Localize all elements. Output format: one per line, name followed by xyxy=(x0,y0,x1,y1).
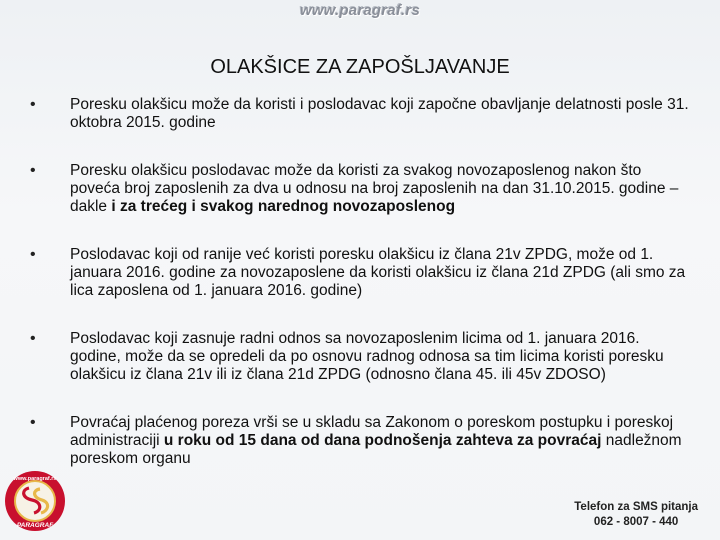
bullet-text: Poslodavac koji od ranije već koristi poresku olakšicu iz člana 21v ZPDG, može od 1. januara 2016. godine za novozaposlene da koristi olakšicu iz člana 21d ZPDG (ali smo za lica zaposlena od 1. januara 2016. godine) xyxy=(70,246,686,299)
bullet-list xyxy=(30,96,694,468)
paragraf-logo-icon xyxy=(4,470,66,532)
logo-text-bottom: PARAGRAF xyxy=(16,522,54,529)
site-url: www.paragraf.rs xyxy=(300,2,420,19)
bullet-text: Poslodavac koji zasnuje radni odnos sa novozaposlenim licima od 1. januara 2016. godine, može da se opredeli da po osnovu radnog odnosa sa tim licima koristi poresku olakšicu iz člana 21v ili iz člana 21d ZPDG (odnosno člana 45. ili 45v ZDOSO) xyxy=(70,330,664,383)
bullet-text: Povraćaj plaćenog poreza vrši se u skladu sa Zakonom o poreskom postupku i poreskoj administraciji xyxy=(70,414,674,449)
logo-text-top: www.paragraf.rs xyxy=(13,476,57,482)
bullet-item-1 xyxy=(30,96,694,132)
sms-info xyxy=(574,500,698,530)
bullet-text: Poresku olakšicu može da koristi i poslodavac koji započne obavljanje delatnosti posle 31. oktobra 2015. godine xyxy=(70,96,689,131)
bullet-item-3 xyxy=(30,246,694,300)
bullet-item-5 xyxy=(30,414,694,468)
sms-number: 062 - 8007 - 440 xyxy=(593,516,679,528)
page-title: OLAKŠICE ZA ZAPOŠLJAVANJE xyxy=(210,56,510,78)
bullet-text-bold: u roku od 15 dana od dana podnošenja zahteva za povraćaj xyxy=(163,432,602,449)
bullet-item-2 xyxy=(30,162,694,216)
bullet-item-4 xyxy=(30,330,694,384)
bullet-text: Poresku olakšicu poslodavac može da koristi za svakog novozaposlenog nakon što poveća broj zaposlenih za dva u odnosu na broj zaposlenih na dan 31.10.2015. godine – dakle xyxy=(70,162,679,215)
bullet-text: nadležnom poreskom organu xyxy=(70,432,682,467)
bullet-text-bold: i za trećeg i svakog narednog novozaposlenog xyxy=(111,198,456,215)
sms-label: Telefon za SMS pitanja xyxy=(574,501,698,513)
